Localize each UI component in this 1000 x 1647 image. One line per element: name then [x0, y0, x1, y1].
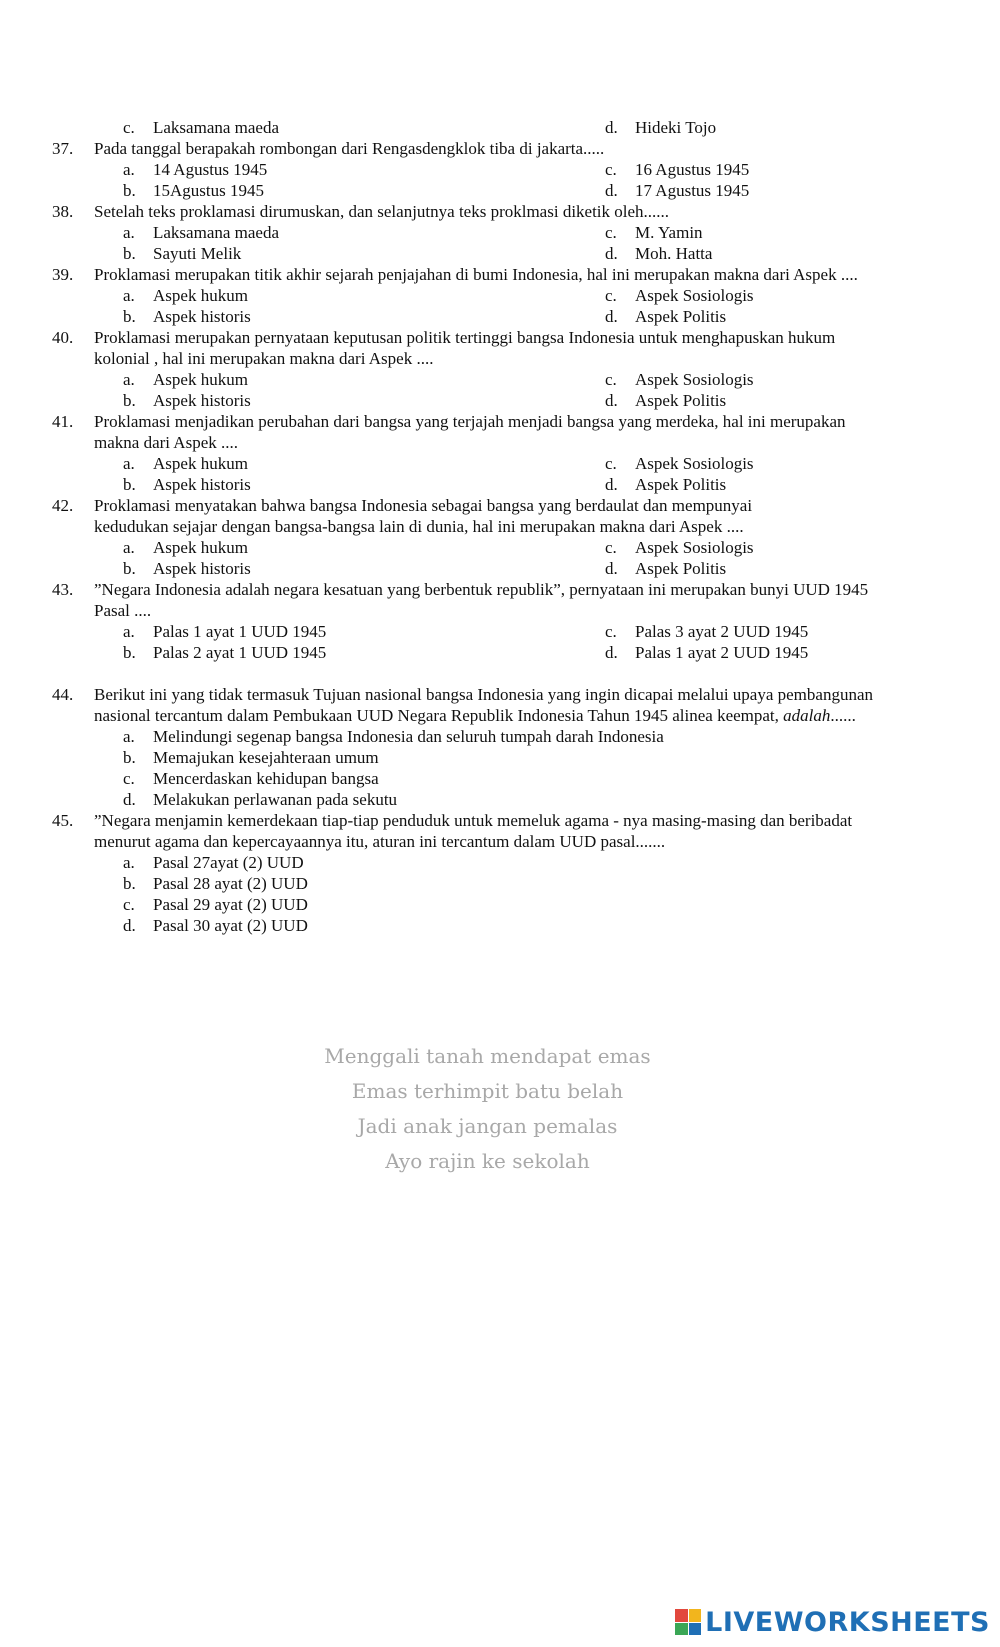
option-b[interactable]: Palas 2 ayat 1 UUD 1945: [153, 643, 327, 662]
logo-square: [689, 1623, 702, 1636]
option-a[interactable]: Palas 1 ayat 1 UUD 1945: [153, 622, 327, 641]
question-number: 37.: [52, 139, 74, 158]
logo-square: [675, 1609, 688, 1622]
option-a[interactable]: 14 Agustus 1945: [153, 160, 268, 179]
poem-line: Emas terhimpit batu belah: [351, 1079, 624, 1103]
question-text: Setelah teks proklamasi dirumuskan, dan selanjutnya teks proklmasi diketik oleh......: [94, 202, 670, 221]
option-a[interactable]: Laksamana maeda: [153, 223, 280, 242]
logo-mark-icon: [675, 1609, 701, 1635]
logo-square: [689, 1609, 702, 1622]
option-b[interactable]: Aspek historis: [153, 307, 251, 326]
option-a[interactable]: Melindungi segenap bangsa Indonesia dan seluruh tumpah darah Indonesia: [153, 727, 664, 746]
question-number: 40.: [52, 328, 74, 347]
option-b[interactable]: 15Agustus 1945: [153, 181, 264, 200]
question-text: Berikut ini yang tidak termasuk Tujuan nasional bangsa Indonesia yang ingin dicapai melalui upaya pembangunan: [94, 685, 873, 704]
question-text: Proklamasi merupakan pernyataan keputusan politik tertinggi bangsa Indonesia untuk menghapuskan hukum: [94, 328, 836, 347]
option-c[interactable]: Pasal 29 ayat (2) UUD: [153, 895, 308, 914]
option-b[interactable]: Aspek historis: [153, 559, 251, 578]
option-d[interactable]: Melakukan perlawanan pada sekutu: [153, 790, 398, 809]
italic-word: adalah: [783, 706, 831, 725]
poem-line: Ayo rajin ke sekolah: [385, 1149, 590, 1173]
option-a[interactable]: Pasal 27ayat (2) UUD: [153, 853, 304, 872]
question-text: makna dari Aspek ....: [94, 433, 238, 452]
question-text: ”Negara Indonesia adalah negara kesatuan yang berbentuk republik”, pernyataan ini merupakan bunyi UUD 1945: [94, 580, 869, 599]
option-a[interactable]: Aspek hukum: [153, 538, 248, 557]
question-text: nasional tercantum dalam Pembukaan UUD Negara Republik Indonesia Tahun 1945 alinea keempat, adalah......: [94, 706, 856, 725]
question-text: Proklamasi menjadikan perubahan dari bangsa yang terjajah menjadi bangsa yang merdeka, hal ini merupakan: [94, 412, 846, 431]
question-text: Proklamasi menyatakan bahwa bangsa Indonesia sebagai bangsa yang berdaulat dan mempunyai: [94, 496, 753, 515]
poem-line: Jadi anak jangan pemalas: [357, 1114, 618, 1138]
question-text: Proklamasi merupakan titik akhir sejarah penjajahan di bumi Indonesia, hal ini merupakan makna dari Aspek ....: [94, 265, 858, 284]
option-d[interactable]: Pasal 30 ayat (2) UUD: [153, 916, 308, 935]
option-d[interactable]: Aspek Politis: [635, 307, 727, 326]
option-letter: d.: [605, 118, 618, 137]
option-b[interactable]: Aspek historis: [153, 391, 251, 410]
question-number: 42.: [52, 496, 74, 515]
question-text: kedudukan sejajar dengan bangsa-bangsa lain di dunia, hal ini merupakan makna dari Aspek ....: [94, 517, 744, 536]
poem-line: Menggali tanah mendapat emas: [324, 1044, 651, 1068]
option-b[interactable]: Pasal 28 ayat (2) UUD: [153, 874, 308, 893]
option-c[interactable]: Aspek Sosiologis: [635, 538, 754, 557]
option-c[interactable]: Laksamana maeda: [153, 118, 280, 137]
option-c[interactable]: 16 Agustus 1945: [635, 160, 750, 179]
question-number: 38.: [52, 202, 74, 221]
option-a[interactable]: Aspek hukum: [153, 370, 248, 389]
question-number: 43.: [52, 580, 74, 599]
option-b[interactable]: Memajukan kesejahteraan umum: [153, 748, 379, 767]
option-d[interactable]: Palas 1 ayat 2 UUD 1945: [635, 643, 809, 662]
question-text: Pasal ....: [94, 601, 152, 620]
option-b[interactable]: Aspek historis: [153, 475, 251, 494]
liveworksheets-logo: [675, 1606, 990, 1638]
option-letter: c.: [123, 118, 135, 137]
option-c[interactable]: Aspek Sosiologis: [635, 286, 754, 305]
option-b[interactable]: Sayuti Melik: [153, 244, 242, 263]
question-number: 39.: [52, 265, 74, 284]
option-c[interactable]: Aspek Sosiologis: [635, 370, 754, 389]
option-d[interactable]: Aspek Politis: [635, 559, 727, 578]
question-number: 45.: [52, 811, 74, 830]
option-c[interactable]: Mencerdaskan kehidupan bangsa: [153, 769, 379, 788]
question-number: 44.: [52, 685, 74, 704]
question-text: ”Negara menjamin kemerdekaan tiap-tiap penduduk untuk memeluk agama - nya masing-masing dan beribadat: [94, 811, 853, 830]
question-text: menurut agama dan kepercayaannya itu, aturan ini tercantum dalam UUD pasal.......: [94, 832, 666, 851]
option-d[interactable]: Moh. Hatta: [635, 244, 713, 263]
option-a[interactable]: Aspek hukum: [153, 454, 248, 473]
option-c[interactable]: M. Yamin: [635, 223, 703, 242]
option-c[interactable]: Aspek Sosiologis: [635, 454, 754, 473]
option-c[interactable]: Palas 3 ayat 2 UUD 1945: [635, 622, 809, 641]
option-a[interactable]: Aspek hukum: [153, 286, 248, 305]
question-number: 41.: [52, 412, 74, 431]
option-d[interactable]: Hideki Tojo: [635, 118, 717, 137]
option-d[interactable]: Aspek Politis: [635, 475, 727, 494]
option-d[interactable]: Aspek Politis: [635, 391, 727, 410]
logo-square: [675, 1623, 688, 1636]
logo-text: LIVEWORKSHEETS: [705, 1606, 990, 1638]
option-d[interactable]: 17 Agustus 1945: [635, 181, 750, 200]
question-text: Pada tanggal berapakah rombongan dari Rengasdengklok tiba di jakarta.....: [94, 139, 605, 158]
question-text: kolonial , hal ini merupakan makna dari Aspek ....: [94, 349, 434, 368]
